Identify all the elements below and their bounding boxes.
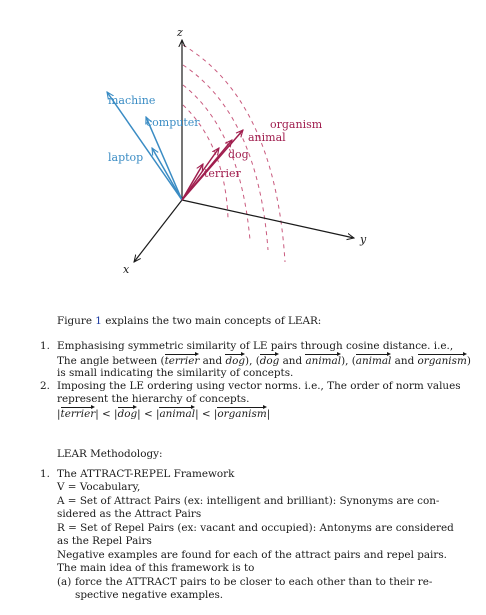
and-text: and <box>391 355 418 367</box>
concept-2-number: 2. <box>40 380 50 392</box>
label-laptop: laptop <box>108 151 144 164</box>
concept-2-line-2: represent the hierarchy of concepts. <box>57 393 250 405</box>
label-terrier: terrier <box>204 167 241 180</box>
methodology-title: LEAR Methodology: <box>57 448 163 460</box>
subitem-a-line-1: force the ATTRACT pairs to be closer to each other than to their re- <box>75 576 433 588</box>
sep-text: ), ( <box>245 355 260 367</box>
norm-bar: | <box>195 408 199 420</box>
method-item-1-heading: The ATTRACT-REPEL Framework <box>57 468 235 480</box>
and-text: and <box>199 355 226 367</box>
norm-bar: | <box>57 408 61 420</box>
vec-terrier: terrier <box>164 355 200 367</box>
lear-vector-figure <box>0 0 486 290</box>
label-computer: computer <box>146 116 200 129</box>
norm-arc-dog <box>183 85 250 240</box>
concept-1-line-2 <box>57 354 471 368</box>
norm-bar: | <box>95 408 99 420</box>
label-machine: machine <box>108 94 156 107</box>
concept-1-line-3: is small indicating the similarity of concepts. <box>57 367 294 379</box>
vec-dog: dog <box>225 355 246 367</box>
concept-1-line-1: Emphasising symmetric similarity of LE pairs through cosine distance. i.e., <box>57 340 454 352</box>
label-animal: animal <box>248 131 286 144</box>
vector-diagram <box>0 0 486 290</box>
norm-bar: | <box>155 408 160 420</box>
x-axis-label: x <box>123 263 130 276</box>
vec-terrier: terrier <box>60 408 96 420</box>
vector-laptop <box>152 148 182 200</box>
figref-post: explains the two main concepts of LEAR: <box>101 315 322 327</box>
subitem-a-line-2: spective negative examples. <box>75 589 224 601</box>
concept-2-line-1: Imposing the LE ordering using vector norms. i.e., The order of norm values <box>57 380 461 392</box>
y-axis-label: y <box>360 233 367 246</box>
figref-pre: Figure <box>57 315 96 327</box>
vec-dog: dog <box>259 355 280 367</box>
vec-organism: organism <box>217 408 267 420</box>
vec-organism: organism <box>417 355 467 367</box>
norm-arc-animal <box>183 65 268 250</box>
norm-ordering <box>57 407 270 421</box>
less-than: < <box>140 408 156 420</box>
and-text: and <box>279 355 306 367</box>
close-paren: ) <box>466 355 471 367</box>
less-than: < <box>198 408 214 420</box>
norm-bar: | <box>137 408 141 420</box>
norm-bar: | <box>114 408 118 420</box>
vec-dog: dog <box>117 408 138 420</box>
method-line: The main idea of this framework is to <box>57 562 255 574</box>
angle-text: The angle between ( <box>57 355 165 367</box>
method-item-1-number: 1. <box>40 468 50 480</box>
norm-bar: | <box>266 408 271 420</box>
vector-terrier <box>182 164 203 200</box>
vec-animal: animal <box>159 408 196 420</box>
norm-bar: | <box>213 408 218 420</box>
figure-reference-line <box>57 315 321 328</box>
method-line: A = Set of Attract Pairs (ex: intelligent and brilliant): Synonyms are con- <box>57 495 440 507</box>
x-axis <box>134 200 182 262</box>
less-than: < <box>98 408 115 420</box>
subitem-a-label: (a) <box>57 576 72 588</box>
method-line: as the Repel Pairs <box>57 535 152 547</box>
method-line: Negative examples are found for each of the attract pairs and repel pairs. <box>57 549 447 561</box>
y-axis <box>182 200 354 238</box>
vec-animal: animal <box>305 355 342 367</box>
vector-computer <box>146 117 182 200</box>
label-dog: dog <box>228 148 249 161</box>
z-axis-label: z <box>177 26 183 39</box>
vector-machine <box>107 92 182 200</box>
method-line: sidered as the Attract Pairs <box>57 508 202 520</box>
sep-text: ), ( <box>341 355 356 367</box>
figure-link[interactable]: 1 <box>95 315 102 327</box>
label-organism: organism <box>270 118 323 131</box>
vec-animal: animal <box>355 355 392 367</box>
method-line: V = Vocabulary, <box>57 481 141 493</box>
method-line: R = Set of Repel Pairs (ex: vacant and occupied): Antonyms are considered <box>57 522 454 534</box>
concept-1-number: 1. <box>40 340 50 352</box>
